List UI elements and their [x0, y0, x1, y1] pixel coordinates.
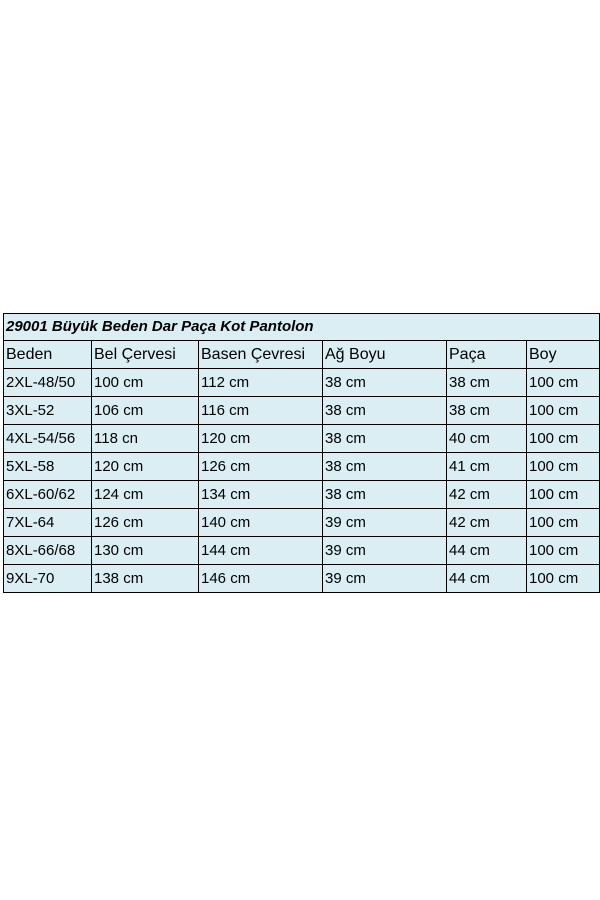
table-cell: 116 cm: [199, 397, 323, 425]
table-cell: 42 cm: [447, 509, 527, 537]
table-cell: 100 cm: [527, 509, 600, 537]
header-cell-ag-boyu: Ağ Boyu: [323, 341, 447, 369]
table-cell: 39 cm: [323, 565, 447, 593]
table-cell: 100 cm: [527, 397, 600, 425]
table-cell: 100 cm: [527, 481, 600, 509]
table-cell: 40 cm: [447, 425, 527, 453]
header-cell-paca: Paça: [447, 341, 527, 369]
table-cell: 38 cm: [447, 397, 527, 425]
table-cell: 41 cm: [447, 453, 527, 481]
title-row: [4, 314, 600, 341]
table-cell: 126 cm: [92, 509, 199, 537]
table-cell: 6XL-60/62: [4, 481, 92, 509]
table-cell: 100 cm: [527, 369, 600, 397]
table-cell: 39 cm: [323, 537, 447, 565]
size-chart: [3, 313, 599, 593]
header-cell-basen-cevresi: Basen Çevresi: [199, 341, 323, 369]
table-cell: 38 cm: [323, 369, 447, 397]
table-cell: 42 cm: [447, 481, 527, 509]
table-row: [4, 425, 600, 453]
table-cell: 126 cm: [199, 453, 323, 481]
table-cell: 38 cm: [323, 425, 447, 453]
header-row: [4, 341, 600, 369]
table-cell: 100 cm: [527, 453, 600, 481]
table-cell: 130 cm: [92, 537, 199, 565]
table-cell: 146 cm: [199, 565, 323, 593]
table-cell: 100 cm: [527, 425, 600, 453]
table-title: 29001 Büyük Beden Dar Paça Kot Pantolon: [4, 314, 600, 341]
table-cell: 144 cm: [199, 537, 323, 565]
size-table: [3, 313, 600, 593]
table-cell: 2XL-48/50: [4, 369, 92, 397]
table-row: [4, 453, 600, 481]
table-cell: 100 cm: [527, 565, 600, 593]
table-cell: 9XL-70: [4, 565, 92, 593]
table-cell: 44 cm: [447, 537, 527, 565]
table-cell: 38 cm: [323, 453, 447, 481]
table-cell: 38 cm: [323, 397, 447, 425]
table-cell: 106 cm: [92, 397, 199, 425]
table-cell: 120 cm: [92, 453, 199, 481]
header-cell-beden: Beden: [4, 341, 92, 369]
table-cell: 134 cm: [199, 481, 323, 509]
table-cell: 118 cn: [92, 425, 199, 453]
table-row: [4, 509, 600, 537]
table-cell: 138 cm: [92, 565, 199, 593]
table-cell: 140 cm: [199, 509, 323, 537]
header-cell-boy: Boy: [527, 341, 600, 369]
table-cell: 112 cm: [199, 369, 323, 397]
table-cell: 38 cm: [323, 481, 447, 509]
table-cell: 124 cm: [92, 481, 199, 509]
table-cell: 3XL-52: [4, 397, 92, 425]
table-row: [4, 369, 600, 397]
table-cell: 39 cm: [323, 509, 447, 537]
table-cell: 38 cm: [447, 369, 527, 397]
table-cell: 8XL-66/68: [4, 537, 92, 565]
table-cell: 44 cm: [447, 565, 527, 593]
table-cell: 100 cm: [527, 537, 600, 565]
table-cell: 7XL-64: [4, 509, 92, 537]
header-cell-bel-cevresi: Bel Çervesi: [92, 341, 199, 369]
table-row: [4, 537, 600, 565]
table-row: [4, 481, 600, 509]
table-row: [4, 565, 600, 593]
table-row: [4, 397, 600, 425]
table-cell: 100 cm: [92, 369, 199, 397]
table-cell: 5XL-58: [4, 453, 92, 481]
table-cell: 120 cm: [199, 425, 323, 453]
table-cell: 4XL-54/56: [4, 425, 92, 453]
